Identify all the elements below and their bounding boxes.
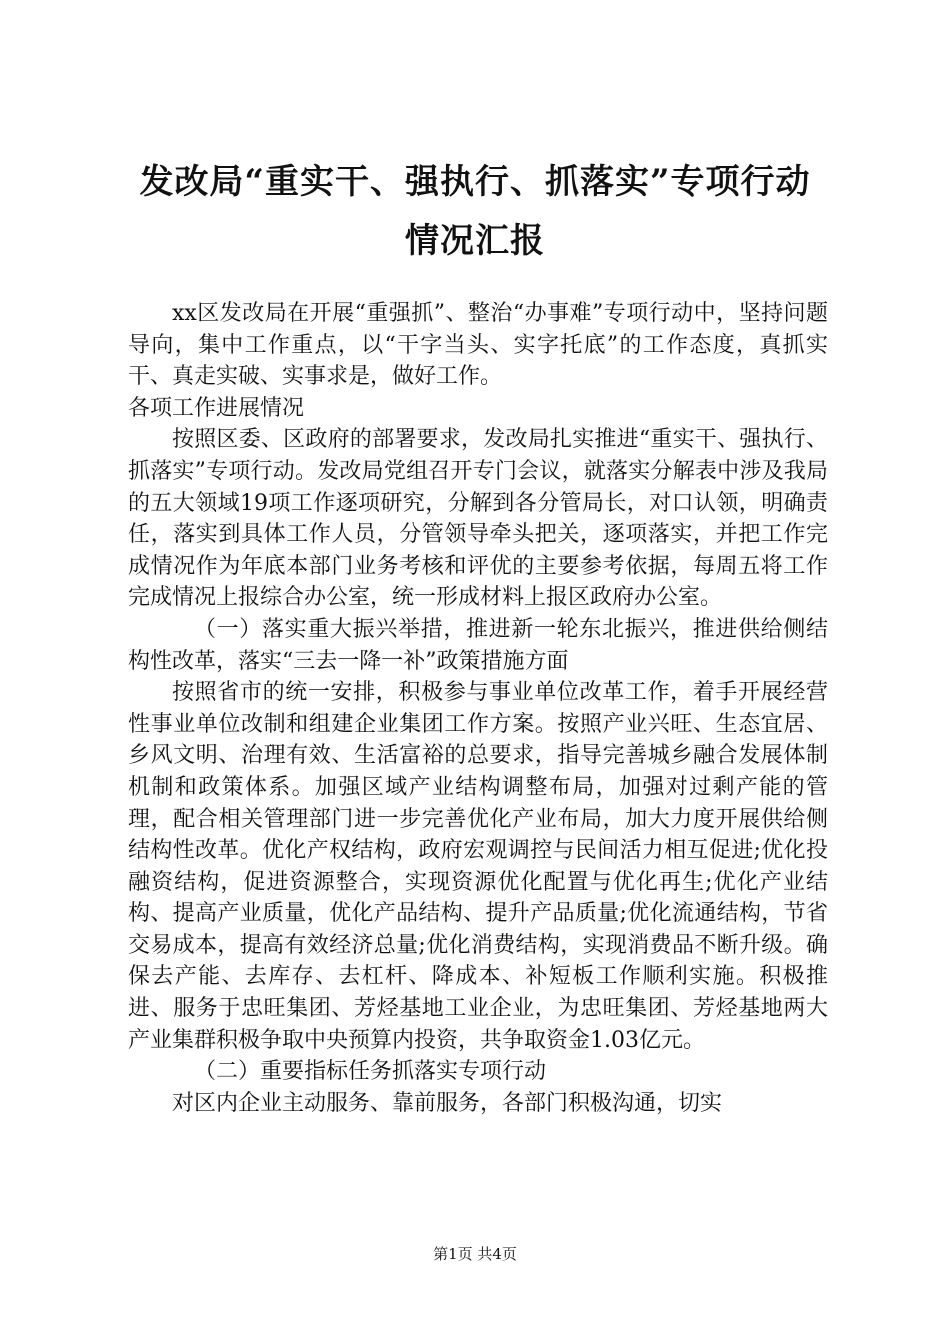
paragraph-section-2-heading: （二）重要指标任务抓落实专项行动	[194, 1059, 547, 1085]
page-number-footer: 第1页 共4页	[433, 1245, 517, 1263]
paragraph-deployment: 按照区委、区政府的部署要求，发改局扎实推进“重实干、强执行、抓落实”专项行动。发改局党组召开专门会议，就落实分解表中涉及我局的五大领域19项工作逐项研究，分解到各分管局长，对口认领，明确责任，落实到具体工作人员，分管领导牵头把关，逐项落实，并把工作完成情况作为年底本部门业务考核和评优的主要参考依据，每周五将工作完成情况上报综合办公室，统一形成材料上报区政府办公室。	[128, 427, 828, 611]
paragraph-intro: xx区发改局在开展“重强抓”、整治“办事难”专项行动中，坚持问题导向，集中工作重点，以“干字当头、实字托底”的工作态度，真抓实干、真走实破、实事求是，做好工作。	[128, 301, 828, 390]
document-body	[128, 298, 828, 1119]
document-title-line-1: 发改局“重实干、强执行、抓落实”专项行动	[139, 162, 811, 202]
paragraph-heading-progress: 各项工作进展情况	[128, 395, 305, 421]
document-title-line-2: 情况汇报	[405, 221, 545, 261]
paragraph-section-1-body: 按照省市的统一安排，积极参与事业单位改革工作，着手开展经营性事业单位改制和组建企业集团工作方案。按照产业兴旺、生态宜居、乡风文明、治理有效、生活富裕的总要求，指导完善城乡融合发展体制机制和政策体系。加强区域产业结构调整布局，加强对过剩产能的管理，配合相关管理部门进一步完善优化产业布局，加大力度开展供给侧结构性改革。优化产权结构，政府宏观调控与民间活力相互促进;优化投融资结构，促进资源整合，实现资源优化配置与优化再生;优化产业结构、提高产业质量，优化产品结构、提升产品质量;优化流通结构，节省交易成本，提高有效经济总量;优化消费结构，实现消费品不断升级。确保去产能、去库存、去杠杆、降成本、补短板工作顺利实施。积极推进、服务于忠旺集团、芳烃基地工业企业，为忠旺集团、芳烃基地两大产业集群积极争取中央预算内投资，共争取资金1.03亿元。	[128, 680, 828, 1053]
paragraph-section-2-body: 对区内企业主动服务、靠前服务，各部门积极沟通，切实	[172, 1090, 723, 1116]
paragraph-section-1-heading: （一）落实重大振兴举措，推进新一轮东北振兴，推进供给侧结构性改革，落实“三去一降一补”政策措施方面	[128, 616, 828, 674]
